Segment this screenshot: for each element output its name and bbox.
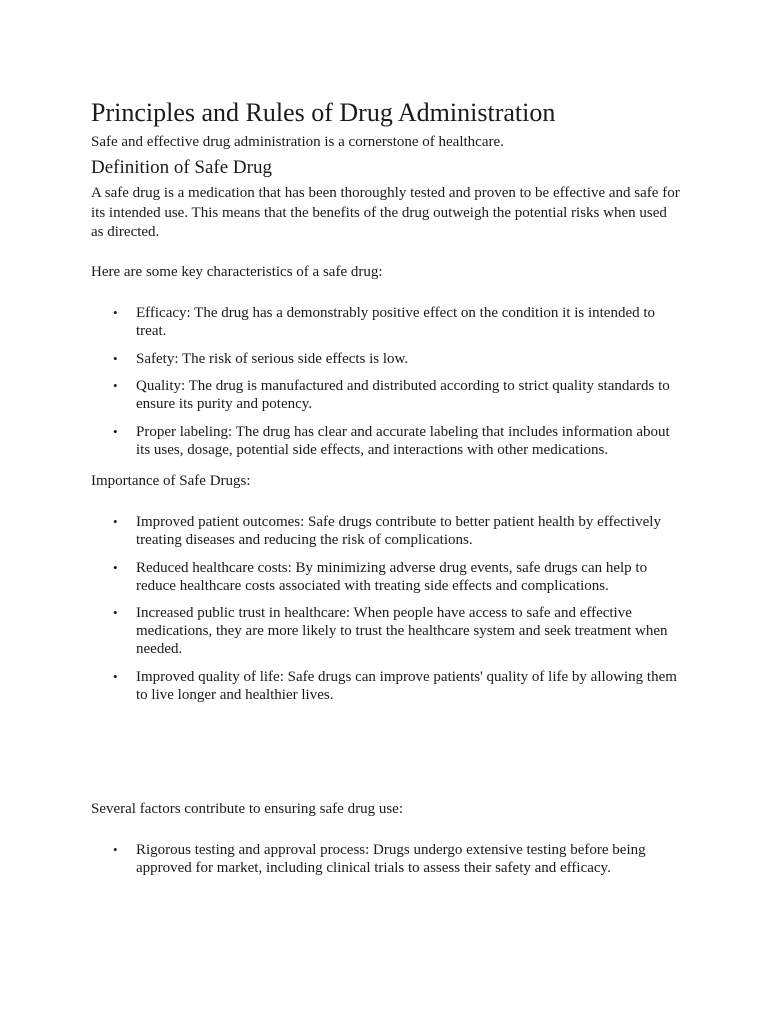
bullet-icon: • <box>113 605 118 620</box>
factors-intro: Several factors contribute to ensuring safe drug use: <box>91 800 403 817</box>
bullet-icon: • <box>113 378 118 393</box>
list-item <box>91 559 681 595</box>
list-item <box>91 668 681 704</box>
list-item <box>91 304 681 340</box>
characteristics-intro: Here are some key characteristics of a safe drug: <box>91 263 383 280</box>
bullet-icon: • <box>113 559 118 575</box>
page-title: Principles and Rules of Drug Administration <box>91 98 556 127</box>
bullet-icon: • <box>113 423 118 439</box>
bullet-icon: • <box>113 305 118 320</box>
list-item-text: Proper labeling: The drug has clear and accurate labeling that includes information about its uses, dosage, potential side effects, and interactions with other medications. <box>136 423 670 458</box>
list-item <box>91 377 681 413</box>
list-item-text: Improved quality of life: Safe drugs can improve patients' quality of life by allowing them to live longer and healthier lives. <box>136 668 677 703</box>
page-subtitle: Safe and effective drug administration is a cornerstone of healthcare. <box>91 134 504 150</box>
importance-list <box>91 513 681 704</box>
list-item <box>91 423 681 459</box>
list-item <box>91 513 681 549</box>
definition-paragraph: A safe drug is a medication that has been thoroughly tested and proven to be effective and safe for its intended use. This means that the benefits of the drug outweigh the potential risks when used as directed. <box>91 185 680 240</box>
section-heading: Definition of Safe Drug <box>91 157 272 178</box>
bullet-icon: • <box>113 350 118 366</box>
importance-intro: Importance of Safe Drugs: <box>91 472 251 489</box>
list-item <box>91 350 681 368</box>
list-item <box>91 841 681 877</box>
bullet-icon: • <box>113 842 118 857</box>
list-item-text: Quality: The drug is manufactured and distributed according to strict quality standards to ensure its purity and potency. <box>136 378 670 412</box>
list-item <box>91 604 681 658</box>
list-item-text: Improved patient outcomes: Safe drugs contribute to better patient health by effectively treating diseases and reducing the risk of complications. <box>136 514 661 548</box>
bullet-icon: • <box>113 668 118 684</box>
list-item-text: Reduced healthcare costs: By minimizing adverse drug events, safe drugs can help to reduce healthcare costs associated with treating side effects and complications. <box>136 559 648 594</box>
list-item-text: Rigorous testing and approval process: Drugs undergo extensive testing before being approved for market, including clinical trials to assess their safety and efficacy. <box>136 842 646 876</box>
list-item-text: Efficacy: The drug has a demonstrably positive effect on the condition it is intended to treat. <box>136 305 656 339</box>
bullet-icon: • <box>113 514 118 529</box>
document-content <box>91 97 681 887</box>
characteristics-list <box>91 304 681 459</box>
list-item-text: Safety: The risk of serious side effects is low. <box>136 350 409 367</box>
list-item-text: Increased public trust in healthcare: When people have access to safe and effective medications, they are more likely to trust the healthcare system and seek treatment when needed. <box>136 605 668 657</box>
factors-list <box>91 841 681 877</box>
